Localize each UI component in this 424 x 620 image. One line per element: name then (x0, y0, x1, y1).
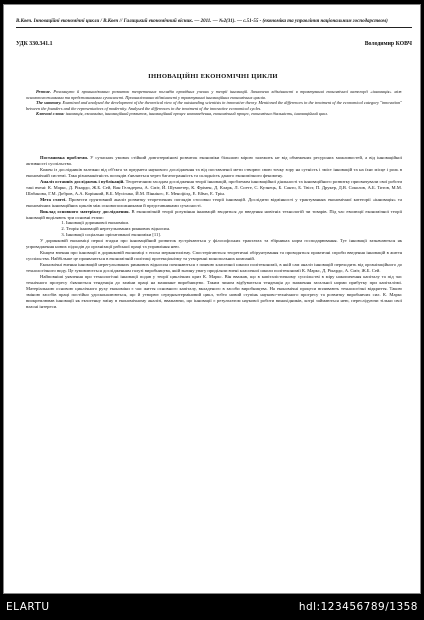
paragraph-problem (26, 155, 402, 167)
article-body (26, 155, 402, 587)
abstract-en-label: The summary. (36, 100, 62, 105)
section-label-problem: Постановка проблеми. (40, 155, 88, 160)
keywords-text: інновація, економіка, інноваційний розвиток, інноваційний процес нововведення, економічний процес, економічна діяльність, інноваційний цикл. (65, 111, 329, 116)
udk-code: УДК 330.341.1 (16, 41, 53, 47)
paragraph-marx (26, 274, 402, 310)
paragraph-text: Провести грунтовний аналіз розвитку теоретичних поглядів стосовно теорії інновацій. Дослідити відмінності у трактуваннях економічної категорії «інновація» та економічних інноваційних циклів між основоположниками й представниками сучасності. (26, 196, 402, 208)
abstract-en (26, 100, 402, 111)
paragraph-text: Економічні вчення інновацій нерегульованих ринкових відносин починаються з появою класичної школи політекономії, в якій сам аналіз інновацій переходить від організаційного до технологічного виду. Це зумовлюється дослідженням галузі виробництва, якій значну увагу приділяли вчені класичної школи політекономії К. Маркс, Д. Рікардо, А. Сміт, Ж.Б. Сей. (26, 262, 402, 274)
abstract-ua (26, 89, 402, 100)
paragraph-text: Кожен із дослідників залежно від об'єкта та предмета наукового дослідження та від поставленої мети створює свою точку зору на сутність і зміст інновацій та на їхнє місце і роль в економічній системі. Така різноманітність поглядів з'являється через багатогранність та складність даного економічного феномену. (26, 166, 402, 178)
handle-id: hdl:123456789/1358 (298, 601, 418, 613)
paragraph-premarket (26, 238, 402, 250)
paragraph-text: Теоретичним засадам дослідження теорії інновацій, проблемам інноваційної діяльності та інноваційного розвитку присвячували свої роботи такі вчені: К. Маркс, Д. Рікардо, Ж.Б. Сей, Ван Гельдерен, А. Сміт, Й. Шумпетер, К. Фрімен, Д. Кларк, Л. Соете, С. Кузнець, Б. Санто, Б. Твіст, П. Друкер, Д.В. Соколов, А.Б. Титов, М.М. Шабанова, Г.М. Добров, А.А. Корінний, В.Б. Мусієнко, Й.М. Піннінгс, Е. Менсфілд, Е. Еймз, Е. Трін. (26, 178, 402, 196)
abstract-ua-text: Розглянуто й проаналізовано розвиток теоретичних поглядів провідних учених у теорії інновацій. Зазначено відмінності в трактуванні економічної категорії «інновація» між основоположниками та представниками сучасності. Проаналізовано відмінності у трактуванні інноваційних економічних циклів. (26, 89, 402, 100)
paragraph-text: Кінцем вчення про інновації в доринковій економіці є епоха меркантилізму. Спостерігаються теоретичні обґрунтування та проводяться практичні спроби введення інновацій в життя суспільства. Найбільше це проявляється в економічній політиці протекціонізму та утворенні монопольних компаній. (26, 250, 402, 262)
list-item: 1. Інновації доринкової економіки. (66, 220, 402, 226)
author-name: Володимир КОВЧ (364, 41, 412, 47)
abstract-block (26, 89, 402, 117)
paragraph-main (26, 209, 402, 221)
list-item: 2. Теорія інновацій нерегульованих ринкових відносин. (66, 226, 402, 232)
paragraph-researchers (26, 167, 402, 179)
paragraph-text: У сучасних умовах стійкий довготермінові розвиток економіки більшою мірою залежить не від обмежених ресурсних можливостей, а від інноваційної активності суспільства. (26, 155, 402, 166)
paragraph-mercantilism (26, 250, 402, 262)
keywords-label: Ключові слова: (36, 111, 65, 116)
abstract-en-text: Examined and analysed the development of the theoretical view of the outstanding scientists in innovative theory. Mentioned the differences in the treatment of the economical category "innovation" between the founders and the representatives of modernity. Analysed the differences in the treatment of the innovative economical cycles. (26, 100, 402, 111)
article-title: ІННОВАЦІЙНІ ЕКОНОМІЧНІ ЦИКЛИ (148, 73, 278, 80)
list-item: 3. Інновації соціально орієнтованої економіки [11]. (66, 232, 402, 238)
section-label-main: Виклад основного матеріалу дослідження. (40, 208, 130, 214)
paragraph-text: Найповніші уявлення про технологічні інновації подав у теорії циклічних криз К. Маркс. Він вважав, що в капіталістичному суспільстві в міру накопичення капіталу та під час технічного прогресу з'являється тенденція до заміни праці на машинне виробництво. Таким чином відбувається тенденція до зниження загальної норми прибутку при капіталізмі. Матеріальною основою циклічного руху економіки є час життя основного капіталу, вкладеного в засоби виробництва. На економічні процеси впливають технологічні відкриття. Такою зміною засобів праці постійно удосконалюються, що й утворює середньотерміновий цикл, тобто новий ступінь науково-технічного прогресу та розвитку виробничих сил. К. Маркс виокремлював інновації як екзогенну зміну в економічному аналізі, вважаючи, що інновації є результатом наукової роботи винахідників, котрі займаються нею, переслідуючи тільки свої власні інтереси. (26, 274, 402, 309)
viewer-footer (0, 596, 424, 620)
paragraph-text: У доринковій економіці перші згадки про інноваційний розвиток зустрічаються у філософських трактатах та збірниках норм господарювання. Тут інновації зазначаються як упровадження нових підходів до організації рабської праці та управління нею. (26, 238, 402, 250)
repository-label: ELARTU (6, 601, 50, 613)
paragraph-text: В економічній теорії розуміння інновацій зводиться до введення новітніх технологій чи товарів. Під час еволюції економічної теорії інновацій виділяють три основні етапи: (26, 208, 402, 220)
paragraph-classical (26, 262, 402, 274)
document-page (3, 4, 421, 594)
section-label-goal: Мета статті. (40, 196, 67, 202)
running-head: В.Ковч. Інноваційні економічні цикли / В.Ковч // Галицький економічний вісник. — 2011. — №2(31). — с.51-55 - (економіка та управління національним господарством) (16, 19, 412, 28)
stages-list (26, 220, 402, 238)
paragraph-literature (26, 179, 402, 197)
abstract-ua-label: Резюме. (36, 89, 51, 94)
keywords (26, 111, 402, 117)
section-label-literature: Аналіз останніх досліджень і публікацій. (40, 178, 125, 184)
paragraph-goal (26, 197, 402, 209)
